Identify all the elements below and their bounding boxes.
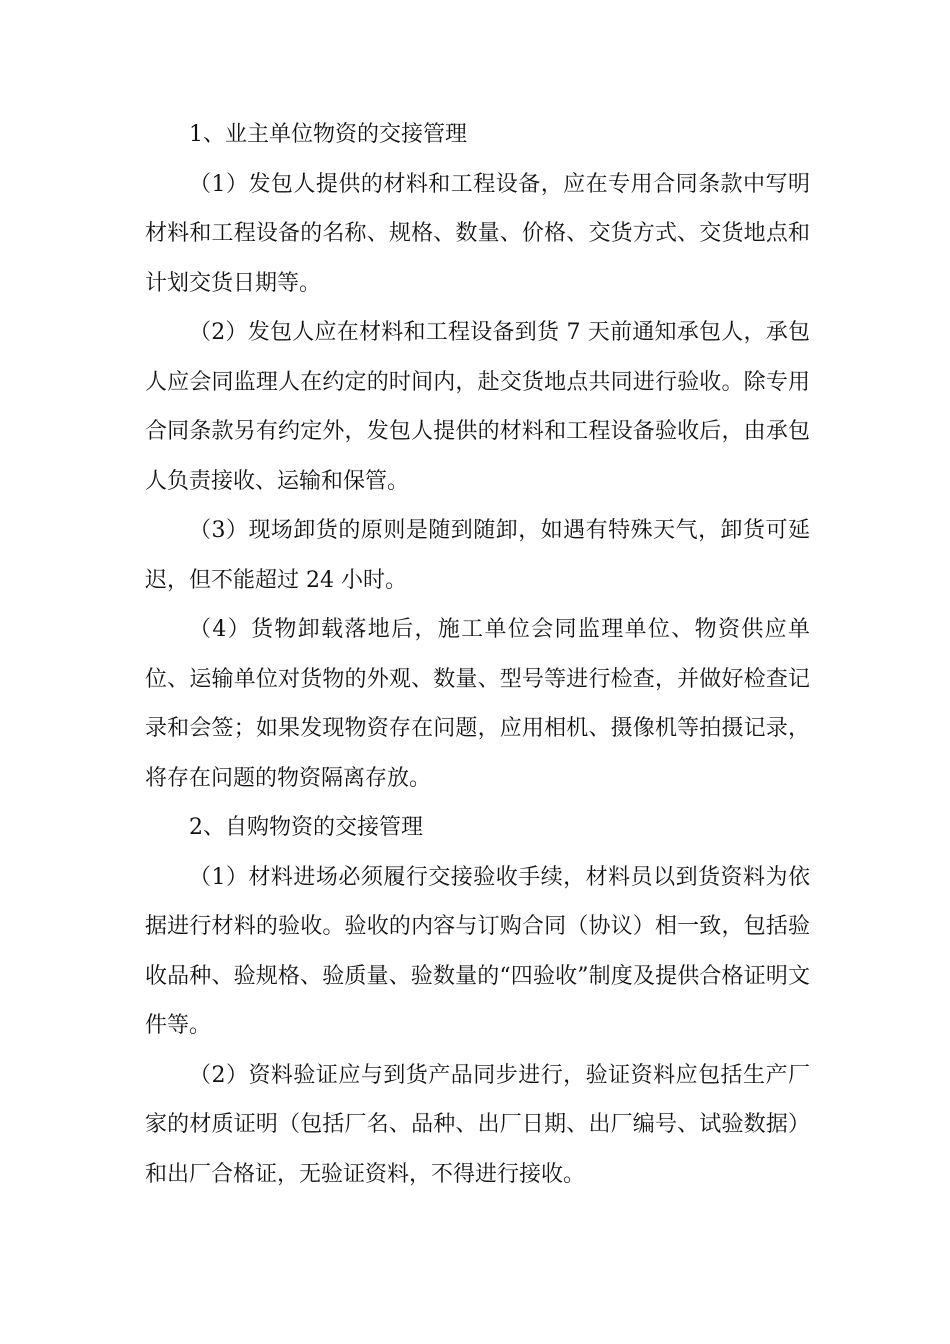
section-2-item-2: （2）资料验证应与到货产品同步进行，验证资料应包括生产厂家的材质证明（包括厂名、品种、出厂日期、出厂编号、试验数据）和出厂合格证，无验证资料，不得进行接收。: [145, 1062, 810, 1187]
section-2-heading: 2、自购物资的交接管理: [189, 815, 423, 840]
document-body: [145, 110, 810, 1199]
section-2-item-1: （1）材料进场必须履行交接验收手续，材料员以到货资料为依据进行材料的验收。验收的内容与订购合同（协议）相一致，包括验收品种、验规格、验质量、验数量的“四验收”制度及提供合格证明文件等。: [145, 864, 810, 1038]
section-1-item-1: （1）发包人提供的材料和工程设备，应在专用合同条款中写明材料和工程设备的名称、规格、数量、价格、交货方式、交货地点和计划交货日期等。: [145, 171, 810, 296]
section-1-item-2: （2）发包人应在材料和工程设备到货 7 天前通知承包人，承包人应会同监理人在约定的时间内，赴交货地点共同进行验收。除专用合同条款另有约定外，发包人提供的材料和工程设备验收后，由承包人负责接收、运输和保管。: [145, 320, 810, 494]
section-1-item-3: （3）现场卸货的原则是随到随卸，如遇有特殊天气，卸货可延迟，但不能超过 24 小时。: [145, 518, 810, 593]
section-1-heading: 1、业主单位物资的交接管理: [189, 122, 467, 147]
section-1-item-4: （4）货物卸载落地后，施工单位会同监理单位、物资供应单位、运输单位对货物的外观、数量、型号等进行检查，并做好检查记录和会签；如果发现物资存在问题，应用相机、摄像机等拍摄记录，将存在问题的物资隔离存放。: [145, 617, 810, 791]
